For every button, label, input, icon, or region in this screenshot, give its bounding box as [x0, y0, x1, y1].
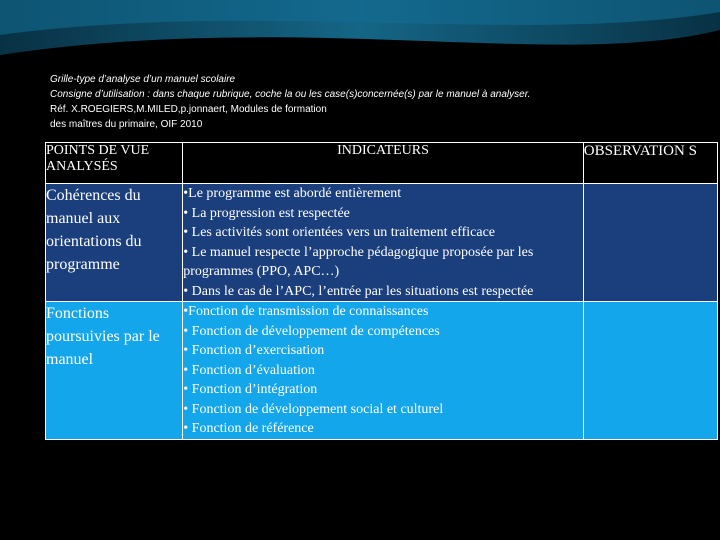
- row-point: Cohérences du manuel aux orientations du programme: [46, 184, 183, 302]
- indicator-item: • Fonction de développement social et culturel: [183, 401, 444, 417]
- decorative-wave: [0, 0, 720, 70]
- indicator-item: • Fonction d’exercisation: [183, 343, 325, 358]
- doc-title: Grille-type d’analyse d’un manuel scolaire: [50, 74, 236, 85]
- table-row: [46, 184, 718, 302]
- indicator-item: • La progression est respectée: [183, 205, 350, 221]
- instructions: Consigne d’utilisation : dans chaque rubrique, coche la ou les case(s)concernée(s) par le manuel à analyser.: [50, 89, 531, 100]
- row-indicators: [183, 184, 584, 302]
- table-row: [46, 302, 718, 440]
- indicator-item: •Le programme est abordé entièrement: [183, 186, 402, 201]
- indicator-item: • Les activités sont orientées vers un traitement efficace: [183, 225, 496, 240]
- row-indicators: [183, 302, 584, 440]
- indicator-item: • Fonction d’évaluation: [183, 362, 315, 378]
- observation-cell[interactable]: [583, 184, 717, 302]
- indicator-item: • Le manuel respecte l’approche pédagogique proposée par les programmes (PPO, APC…): [183, 244, 534, 279]
- col-header-indicators: INDICATEURS: [183, 143, 584, 184]
- header-block: [50, 72, 650, 132]
- col-header-observations: OBSERVATION S: [583, 143, 717, 184]
- reference-cont: des maîtres du primaire, OIF 2010: [50, 119, 203, 130]
- indicator-item: • Dans le cas de l’APC, l’entrée par les situations est respectée: [183, 283, 534, 299]
- indicator-item: • Fonction de référence: [183, 421, 314, 436]
- col-header-points: POINTS DE VUE ANALYSÉS: [46, 143, 183, 184]
- analysis-grid: [45, 142, 718, 440]
- row-point: Fonctions poursuivies par le manuel: [46, 302, 183, 440]
- observation-cell[interactable]: [583, 302, 717, 440]
- indicator-item: • Fonction d’intégration: [183, 382, 318, 397]
- indicator-item: • Fonction de développement de compétences: [183, 323, 440, 339]
- header-row: [46, 143, 718, 184]
- indicator-item: •Fonction de transmission de connaissances: [183, 304, 429, 319]
- reference: Réf. X.ROEGIERS,M.MILED,p.jonnaert, Modules de formation: [50, 104, 327, 115]
